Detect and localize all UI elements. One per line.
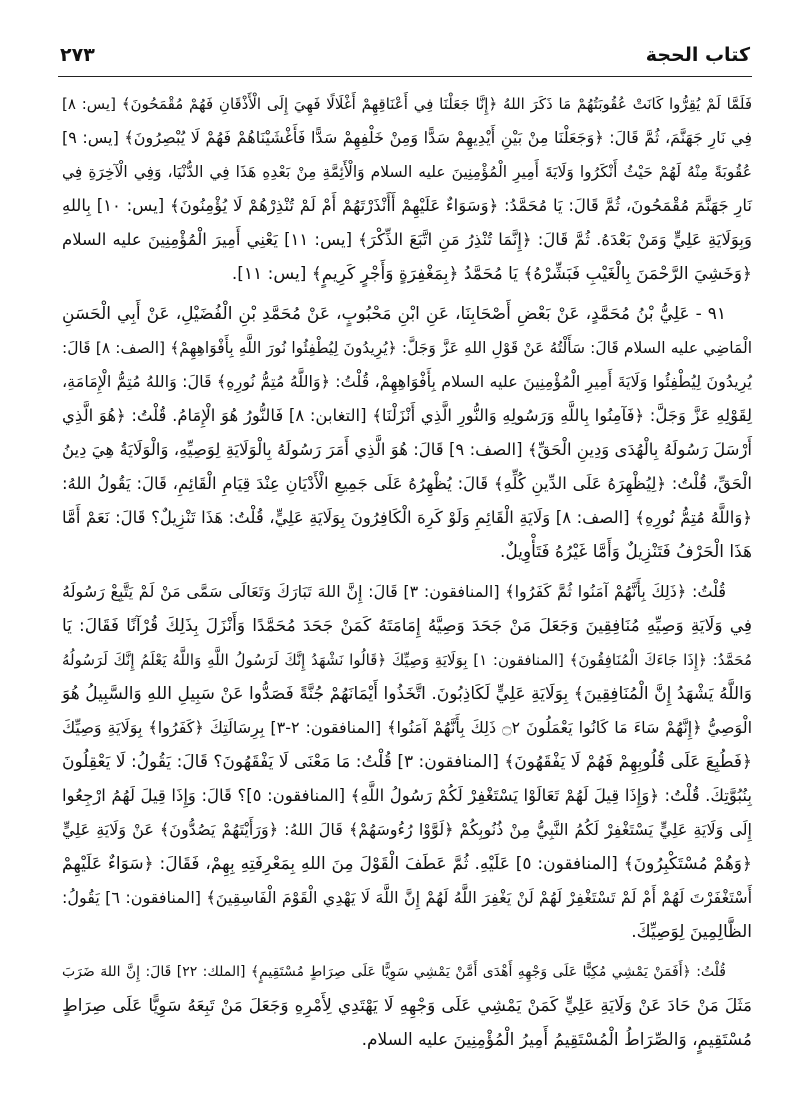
header-divider: [58, 76, 752, 77]
text-line: بِنُبُوَّتِكَ. قُلْتُ: ﴿وَإِذَا قِيلَ لَهُمْ تَعَالَوْا يَسْتَغْفِرْ لَكُمْ رَسُولُ اللَّهِ﴾ [المنافقون: ٥]؟ قَالَ: وَإِذَا قِيلَ لَهُمُ ارْجِعُوا: [62, 786, 752, 805]
text-line: الْحَقِّ، قُلْتُ: ﴿لِيُظْهِرَهُ عَلَى الدِّينِ كُلِّهِ﴾ قَالَ: يُظْهِرُهُ عَلَى جَمِيعِ الْأَدْيَانِ عِنْدَ قِيَامِ الْقَائِمِ، قَالَ: يَقُولُ اللهُ:: [62, 474, 752, 493]
text-line: فِي نَارِ جَهَنَّمَ، ثُمَّ قَالَ: ﴿وَجَعَلْنَا مِنْ بَيْنِ أَيْدِيهِمْ سَدًّا وَمِنْ خَلْفِهِمْ سَدًّا فَأَغْشَيْنَاهُمْ فَهُمْ لَا يُبْصِرُونَ﴾ [يس: ٩]: [62, 128, 752, 147]
text-line: وَبِوَلَايَةِ عَلِيٍّ وَمَنْ بَعْدَهُ. ثُمَّ قَالَ: ﴿إِنَّمَا تُنْذِرُ مَنِ اتَّبَعَ الذِّكْرَ﴾ [يس: ١١] يَعْنِي أَمِيرَ الْمُؤْمِنِينَ عليه السلام: [62, 230, 752, 249]
text-line: أَرْسَلَ رَسُولَهُ بِالْهُدَى وَدِينِ الْحَقِّ﴾ [الصف: ٩] قَالَ: هُوَ الَّذِي أَمَرَ رَسُولَهُ بِالْوَلَايَةِ لِوَصِيِّهِ، وَالْوَلَايَةُ هِيَ دِينُ: [62, 440, 752, 459]
text-line: نَارِ جَهَنَّمَ مُقْمَحُونَ، ثُمَّ قَالَ: يَا مُحَمَّدُ: ﴿وَسَوَاءٌ عَلَيْهِمْ أَأَنْذَرْتَهُمْ أَمْ لَمْ تُنْذِرْهُمْ لَا يُؤْمِنُونَ﴾ [يس: ١٠] بِاللهِ: [62, 196, 752, 215]
text-line: لِقَوْلِهِ عَزَّ وَجَلَّ: ﴿فَآمِنُوا بِاللَّهِ وَرَسُولِهِ وَالنُّورِ الَّذِي أَنْزَلْنَا﴾ [التغابن: ٨] فَالنُّورُ هُوَ الْإِمَامُ. قُلْتُ: ﴿هُوَ الَّذِي: [62, 406, 752, 425]
text-line: أَسْتَغْفَرْتَ لَهُمْ أَمْ لَمْ تَسْتَغْفِرْ لَهُمْ لَنْ يَغْفِرَ اللَّهُ لَهُمْ إِنَّ اللَّهَ لَا يَهْدِي الْقَوْمَ الْفَاسِقِينَ﴾ [المنافقون: ٦] يَقُولُ:: [62, 888, 753, 907]
text-line: ﴿وَهُمْ مُسْتَكْبِرُونَ﴾ [المنافقون: ٥] عَلَيْهِ. ثُمَّ عَطَفَ الْقَوْلَ مِنَ اللهِ بِمَعْرِفَتِهِ بِهِمْ، فَقَالَ: ﴿سَوَاءٌ عَلَيْهِمْ: [62, 854, 752, 874]
text-line: الْمَاضِي عليه السلام قَالَ: سَأَلْتُهُ عَنْ قَوْلِ اللهِ عَزَّ وَجَلَّ: ﴿يُرِيدُونَ لِيُطْفِئُوا نُورَ اللَّهِ بِأَفْوَاهِهِمْ﴾ [الصف: ٨] قَالَ:: [62, 339, 752, 357]
text-line: مُسْتَقِيمٍ، وَالصِّرَاطُ الْمُسْتَقِيمُ أَمِيرُ الْمُؤْمِنِينَ عليه السلام.: [361, 1030, 752, 1050]
text-line: ﴿وَخَشِيَ الرَّحْمَنَ بِالْغَيْبِ فَبَشِّرْهُ﴾ يَا مُحَمَّدُ ﴿بِمَغْفِرَةٍ وَأَجْرٍ كَرِيمٍ﴾ [يس: ١١].: [231, 264, 752, 284]
text-line: قُلْتُ: ﴿ذَلِكَ بِأَنَّهُمْ آمَنُوا ثُمَّ كَفَرُوا﴾ [المنافقون: ٣] قَالَ: إِنَّ اللهَ تَبَارَكَ وَتَعَالَى سَمَّى مَنْ لَمْ يَتَّبِعْ رَسُولَهُ: [62, 582, 727, 601]
text-line: فِي وَلَايَةِ وَصِيِّهِ مُنَافِقِينَ وَجَعَلَ مَنْ جَحَدَ وَصِيَّهُ إِمَامَتَهُ كَمَنْ جَحَدَ مُحَمَّدًا وَأَنْزَلَ بِذَلِكَ قُرْآنًا فَقَالَ: يَا: [62, 616, 752, 636]
text-line: قُلْتُ: ﴿أَفَمَنْ يَمْشِي مُكِبًّا عَلَى وَجْهِهِ أَهْدَى أَمَّنْ يَمْشِي سَوِيًّا عَلَى صِرَاطٍ مُسْتَقِيمٍ﴾ [الملك: ٢٢] قَالَ: إِنَّ اللهَ ضَرَبَ: [62, 964, 727, 980]
text-line: فَلَمَّا لَمْ يُقِرُّوا كَانَتْ عُقُوبَتُهُمْ مَا ذَكَرَ اللهُ ﴿إِنَّا جَعَلْنَا فِي أَعْنَاقِهِمْ أَغْلَالًا فَهِيَ إِلَى الْأَذْقَانِ فَهُمْ مُقْمَحُونَ﴾ [يس: ٨]: [62, 95, 752, 113]
running-header-title: كتاب الحجة: [645, 44, 750, 66]
text-line: عُقُوبَةً مِنْهُ لَهُمْ حَيْثُ أَنْكَرُوا وَلَايَةَ أَمِيرِ الْمُؤْمِنِينَ عليه السلام وَالْأَئِمَّةِ مِنْ بَعْدِهِ هَذَا فِي الدُّنْيَا، وَفِي الْآخِرَةِ فِي: [62, 163, 752, 181]
text-line: يُرِيدُونَ لِيُطْفِئُوا وَلَايَةَ أَمِيرِ الْمُؤْمِنِينَ عليه السلام بِأَفْوَاهِهِمْ، قُلْتُ: ﴿وَاللَّهُ مُتِمُّ نُورِهِ﴾ قَالَ: وَاللهُ مُتِمُّ الْإِمَامَةِ،: [62, 372, 752, 391]
text-line: مُحَمَّدُ: ﴿إِذَا جَاءَكَ الْمُنَافِقُونَ﴾ [المنافقون: ١] بِوَلَايَةِ وَصِيِّكَ ﴿قَالُوا نَشْهَدُ إِنَّكَ لَرَسُولُ اللَّهِ وَاللَّهُ يَعْلَمُ إِنَّكَ لَرَسُولُهُ: [62, 651, 753, 669]
text-line: ٩١ - عَلِيُّ بْنُ مُحَمَّدٍ، عَنْ بَعْضِ أَصْحَابِنَا، عَنِ ابْنِ مَحْبُوبٍ، عَنْ مُحَمَّدِ بْنِ الْفُضَيْلِ، عَنْ أَبِي الْحَسَنِ: [62, 304, 726, 324]
text-line: وَاللَّهُ يَشْهَدُ إِنَّ الْمُنَافِقِينَ﴾ بِوَلَايَةِ عَلِيٍّ لَكَاذِبُونَ. اتَّخَذُوا أَيْمَانَهُمْ جُنَّةً فَصَدُّوا عَنْ سَبِيلِ اللهِ وَالسَّبِيلُ هُوَ: [62, 684, 752, 704]
page-number: ٢٧٣: [60, 44, 95, 66]
text-line: ﴿فَطُبِعَ عَلَى قُلُوبِهِمْ فَهُمْ لَا يَفْقَهُونَ﴾ [المنافقون: ٣] قُلْتُ: مَا مَعْنَى لَا يَفْقَهُونَ؟ قَالَ: يَقُولُ: لَا يَعْقِلُونَ: [62, 752, 752, 772]
text-line: هَذَا الْحَرْفُ فَتَنْزِيلٌ وَأَمَّا غَيْرُهُ فَتَأْوِيلٌ.: [499, 542, 752, 562]
text-line: ﴿وَاللَّهُ مُتِمُّ نُورِهِ﴾ [الصف: ٨] وَلَايَةِ الْقَائِمِ وَلَوْ كَرِهَ الْكَافِرُونَ بِوَلَايَةِ عَلِيٍّ، قُلْتُ: هَذَا تَنْزِيلٌ؟ قَالَ: نَعَمْ أَمَّا: [62, 508, 752, 527]
text-line: الْوَصِيُّ ﴿إِنَّهُمْ سَاءَ مَا كَانُوا يَعْمَلُونَ ۝٢ ذَلِكَ بِأَنَّهُمْ آمَنُوا﴾ [المنافقون: ٢-٣] بِرِسَالَتِكَ ﴿كَفَرُوا﴾ بِوَلَايَةِ وَصِيِّكَ: [62, 718, 753, 737]
text-line: مَثَلَ مَنْ حَادَ عَنْ وَلَايَةِ عَلِيٍّ كَمَنْ يَمْشِي عَلَى وَجْهِهِ لَا يَهْتَدِي لِأَمْرِهِ وَجَعَلَ مَنْ تَبِعَهُ سَوِيًّا عَلَى صِرَاطٍ: [62, 996, 752, 1016]
text-line: الظَّالِمِينَ لِوَصِيِّكَ.: [631, 922, 752, 942]
text-line: إِلَى وَلَايَةِ عَلِيٍّ يَسْتَغْفِرْ لَكُمُ النَّبِيُّ مِنْ ذُنُوبِكُمْ ﴿لَوَّوْا رُءُوسَهُمْ﴾ قَالَ اللهُ: ﴿وَرَأَيْتَهُمْ يَصُدُّونَ﴾ عَنْ وَلَايَةِ عَلِيٍّ: [62, 820, 752, 839]
